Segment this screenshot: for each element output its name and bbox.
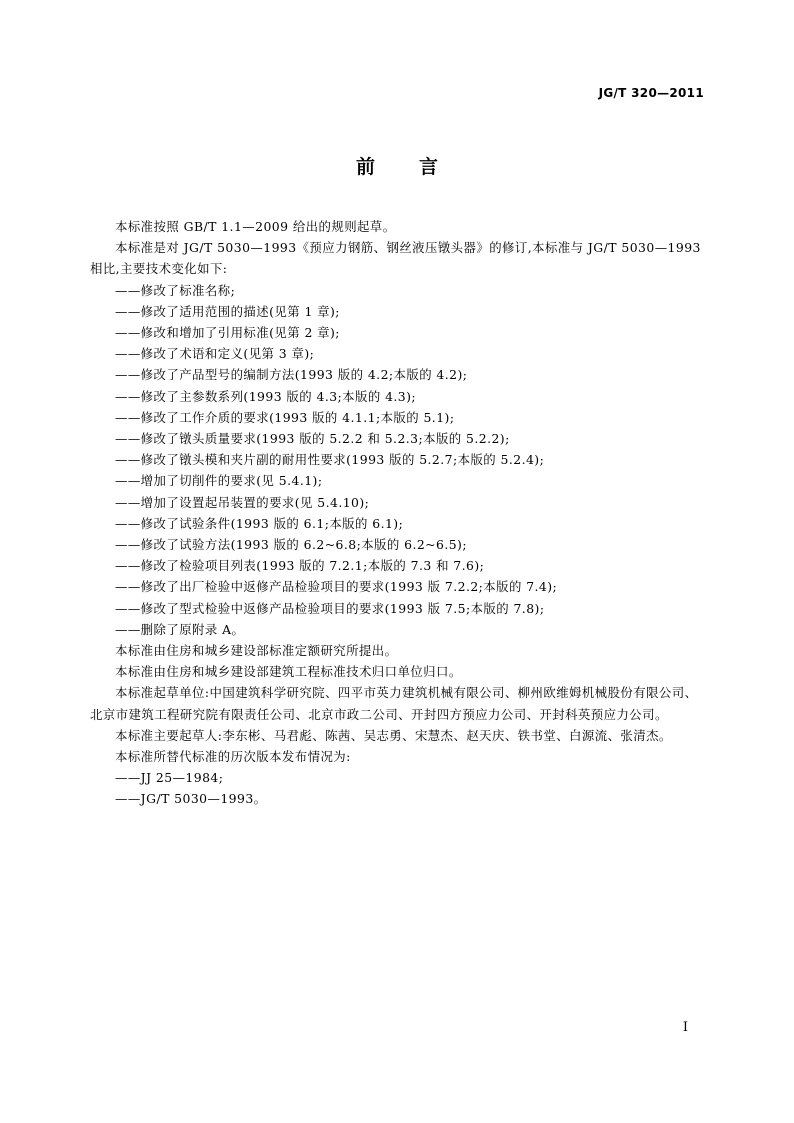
list-item: ——JG/T 5030—1993。	[115, 791, 267, 807]
drafting-units: 本标准起草单位:中国建筑科学研究院、四平市英力建筑机械有限公司、柳州欧维姆机械股份有限公司、北京市建筑工程研究院有限责任公司、北京市政二公司、开封四方预应力公司、开封科英预应力公司。	[90, 685, 698, 722]
proposed-by: 本标准由住房和城乡建设部标准定额研究所提出。	[115, 643, 398, 659]
list-item: ——修改了工作介质的要求(1993 版的 4.1.1;本版的 5.1);	[115, 409, 455, 425]
page-title: 前言	[355, 156, 482, 178]
list-item: ——修改了出厂检验中返修产品检验项目的要求(1993 版 7.2.2;本版的 7.4);	[115, 579, 558, 595]
list-item: ——修改了适用范围的描述(见第 1 章);	[115, 303, 340, 319]
list-item: ——修改了标准名称;	[115, 282, 236, 298]
list-item: ——删除了原附录 A。	[115, 621, 245, 637]
list-item: ——增加了切削件的要求(见 5.4.1);	[115, 473, 323, 489]
document-body	[90, 216, 705, 810]
managed-by: 本标准由住房和城乡建设部建筑工程标准技术归口单位归口。	[115, 664, 462, 680]
list-item: ——修改了型式检验中返修产品检验项目的要求(1993 版 7.5;本版的 7.8);	[115, 600, 545, 616]
list-item: ——修改了镦头质量要求(1993 版的 5.2.2 和 5.2.3;本版的 5.2.2);	[115, 431, 510, 447]
history-intro: 本标准所替代标准的历次版本发布情况为:	[115, 749, 351, 765]
list-item: ——修改了镦头模和夹片副的耐用性要求(1993 版的 5.2.7;本版的 5.2.4);	[115, 452, 545, 468]
drafters: 本标准主要起草人:李东彬、马君彪、陈茜、吴志勇、宋慧杰、赵天庆、铁书堂、白源流、张清杰。	[115, 727, 672, 743]
list-item: ——修改了术语和定义(见第 3 章);	[115, 346, 315, 362]
list-item: ——修改了产品型号的编制方法(1993 版的 4.2;本版的 4.2);	[115, 367, 468, 383]
page-number: I	[682, 1020, 688, 1035]
list-item: ——修改和增加了引用标准(见第 2 章);	[115, 325, 340, 341]
history-list	[90, 767, 705, 809]
list-item: ——修改了试验方法(1993 版的 6.2~6.8;本版的 6.2~6.5);	[115, 537, 467, 553]
list-item: ——修改了主参数系列(1993 版的 4.3;本版的 4.3);	[115, 388, 417, 404]
list-item: ——增加了设置起吊装置的要求(见 5.4.10);	[115, 494, 370, 510]
changes-list	[90, 280, 705, 640]
list-item: ——修改了检验项目列表(1993 版的 7.2.1;本版的 7.3 和 7.6);	[115, 558, 485, 574]
standard-code: JG/T 320—2011	[598, 86, 704, 100]
intro-paragraph: 本标准是对 JG/T 5030—1993《预应力钢筋、钢丝液压镦头器》的修订,本标准与 JG/T 5030—1993 相比,主要技术变化如下:	[90, 240, 701, 277]
list-item: ——JJ 25—1984;	[115, 770, 224, 786]
intro-paragraph: 本标准按照 GB/T 1.1—2009 给出的规则起草。	[115, 219, 396, 234]
list-item: ——修改了试验条件(1993 版的 6.1;本版的 6.1);	[115, 515, 404, 531]
